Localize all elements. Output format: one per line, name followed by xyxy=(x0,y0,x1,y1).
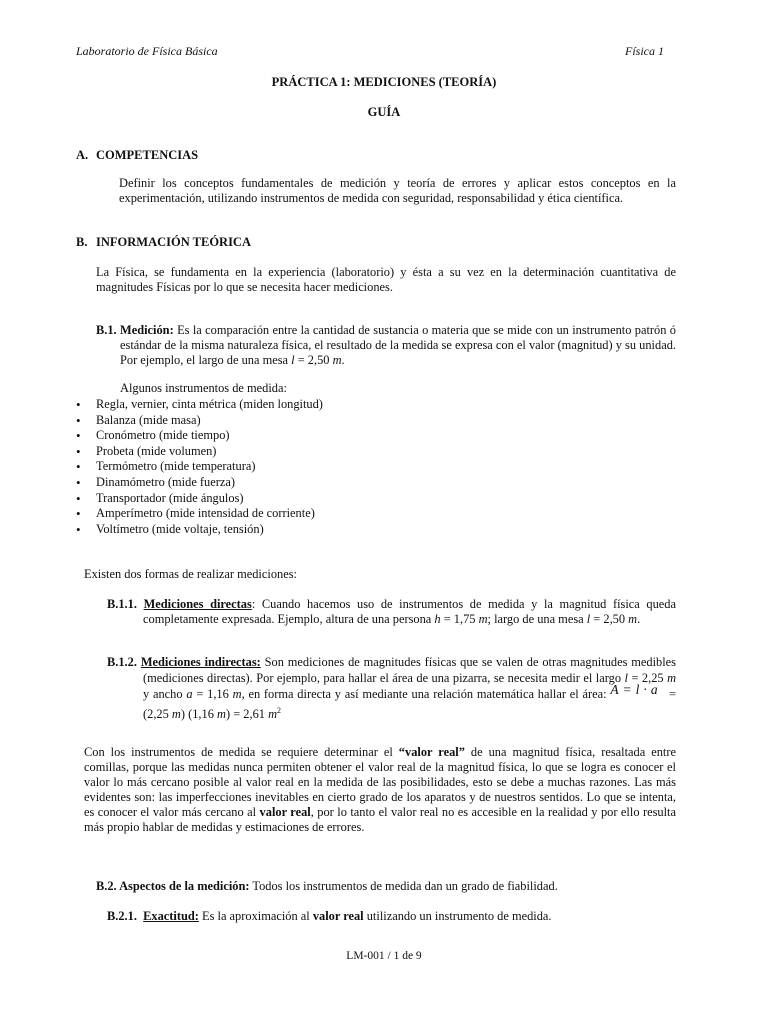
list-item: • Probeta (mide volumen) xyxy=(76,444,323,460)
header-left: Laboratorio de Física Básica xyxy=(76,44,218,58)
section-a-title: COMPETENCIAS xyxy=(96,148,199,162)
b1-end: . xyxy=(341,353,345,367)
b12-formula-a: = (2,25 xyxy=(143,687,676,721)
b11-var-l: l xyxy=(586,612,591,626)
b12-formula-m3: m xyxy=(268,706,278,721)
list-item: • Balanza (mide masa) xyxy=(76,413,323,429)
section-a-letter: A. xyxy=(76,148,89,162)
list-item: • Regla, vernier, cinta métrica (miden longitud) xyxy=(76,397,323,413)
b12-formula-m1: m xyxy=(171,706,181,721)
b1-example-var: l xyxy=(291,353,295,367)
b21-t2: utilizando un instrumento de medida. xyxy=(363,909,552,923)
b12-text1: Son mediciones de magnitudes físicas que se valen de otras magnitudes medibles (mediciones directas). Por ejemplo, para hallar el área de una pizarra, se necesita medir el largo xyxy=(143,655,676,685)
b11-text2: ; largo de una mesa xyxy=(487,612,587,626)
page-subtitle: GUÍA xyxy=(367,105,401,119)
list-item: • Termómetro (mide temperatura) xyxy=(76,459,323,475)
b21-label: Exactitud: xyxy=(143,909,199,923)
b1-example-value: = 2,50 xyxy=(294,353,333,367)
b2-paragraph xyxy=(96,879,676,894)
b12-formula-b: ) (1,16 xyxy=(180,706,218,721)
b12-text2: y ancho xyxy=(143,687,187,701)
valor-real-t3: , por lo tanto el valor real no es accesible en la realidad y por ello resulta más propio hablar de medidas y estimaciones de errores. xyxy=(84,805,676,834)
list-item: • Dinamómetro (mide fuerza) xyxy=(76,475,323,491)
instruments-list xyxy=(76,397,323,537)
list-item: • Cronómetro (mide tiempo) xyxy=(76,428,323,444)
section-b-heading xyxy=(76,235,251,250)
header-right: Física 1 xyxy=(625,44,664,58)
page-footer: LM-001 / 1 de 9 xyxy=(346,950,422,962)
valor-real-t1: Con los instrumentos de medida se requiere determinar el xyxy=(84,745,399,759)
forms-intro: Existen dos formas de realizar mediciones: xyxy=(84,567,297,581)
b12-formula-sup: 2 xyxy=(277,705,282,715)
b1-example-unit: m xyxy=(332,353,342,367)
b11-num: B.1.1. xyxy=(107,597,137,611)
b1-text: Es la comparación entre la cantidad de sustancia o materia que se mide con un instrumento patrón ó estándar de la misma naturaleza física, el resultado de la medida se expresa con el valor (magnitud) y su unidad. Por ejemplo, el largo de una mesa xyxy=(120,323,676,367)
b21-paragraph xyxy=(107,909,676,924)
valor-real-paragraph xyxy=(84,745,676,835)
b12-formula: A = l · a xyxy=(610,682,658,697)
b11-unit-h: m xyxy=(478,612,488,626)
b12-var-l: l xyxy=(624,670,628,685)
b12-label: Mediciones indirectas: xyxy=(140,655,261,669)
b11-var-h: h xyxy=(434,612,441,626)
list-item: • Amperímetro (mide intensidad de corriente) xyxy=(76,506,323,522)
b12-formula-c: ) = 2,61 xyxy=(225,706,269,721)
b1-paragraph xyxy=(96,323,676,368)
section-a-heading xyxy=(76,148,198,163)
b2-text: Todos los instrumentos de medida dan un grado de fiabilidad. xyxy=(249,879,558,893)
b11-paragraph xyxy=(107,597,676,627)
b12-num: B.1.2. xyxy=(107,655,137,669)
instruments-heading: Algunos instrumentos de medida: xyxy=(120,381,287,395)
section-b-title: INFORMACIÓN TEÓRICA xyxy=(96,235,251,249)
valor-real-b1: “valor real” xyxy=(398,745,465,759)
section-b-letter: B. xyxy=(76,235,88,249)
b12-unit-l: m xyxy=(667,670,677,685)
valor-real-t2: de una magnitud física, resaltada entre comillas, porque las medidas nunca permiten obtener el valor real de la magnitud física, lo que se logra es conocer el valor lo más cercano posible al valor real en la medida de las posibilidades, esto se debe a muchas razones. Las más evidentes son: las imperfecciones inevitables en cierto grado de los aparatos y de nuestros sentidos. Lo que se intenta, es conocer el valor más cercano al xyxy=(84,745,676,819)
b11-end: . xyxy=(637,612,641,626)
b11-val-l: = 2,50 xyxy=(590,612,629,626)
b12-text3: , en forma directa y así mediante una relación matemática hallar el área: xyxy=(241,687,611,701)
b1-label: B.1. Medición: xyxy=(96,323,174,337)
b21-t1: Es la aproximación al xyxy=(198,909,313,923)
b21-num: B.2.1. xyxy=(107,909,137,923)
b11-label: Mediciones directas xyxy=(143,597,252,611)
b21-bold: valor real xyxy=(312,909,364,923)
b11-text1: : Cuando hacemos uso de instrumentos de medida y la magnitud física queda completamente expresada. Ejemplo, altura de una persona xyxy=(143,597,676,626)
b11-unit-l: m xyxy=(628,612,638,626)
b12-val-a: = 1,16 xyxy=(192,687,233,701)
list-item: • Transportador (mide ángulos) xyxy=(76,491,323,507)
section-b-intro: La Física, se fundamenta en la experiencia (laboratorio) y ésta a su vez en la determinación cuantitativa de magnitudes Físicas por lo que se necesita hacer mediciones. xyxy=(96,265,676,294)
b12-val-l: = 2,25 xyxy=(627,670,668,685)
b11-val-h: = 1,75 xyxy=(440,612,479,626)
list-item: • Voltímetro (mide voltaje, tensión) xyxy=(76,522,323,538)
section-a-text: Definir los conceptos fundamentales de medición y teoría de errores y aplicar estos conceptos en la experimentación, utilizando instrumentos de medida con seguridad, responsabilidad y ética científica. xyxy=(119,176,676,205)
b12-formula-m2: m xyxy=(217,706,226,721)
b12-unit-a: m xyxy=(232,687,242,701)
b12-var-a: a xyxy=(186,687,193,701)
b12-paragraph xyxy=(107,655,676,722)
page-title: PRÁCTICA 1: MEDICIONES (TEORÍA) xyxy=(271,75,497,89)
valor-real-b2: valor real xyxy=(259,805,311,819)
b2-label: B.2. Aspectos de la medición: xyxy=(96,879,250,893)
